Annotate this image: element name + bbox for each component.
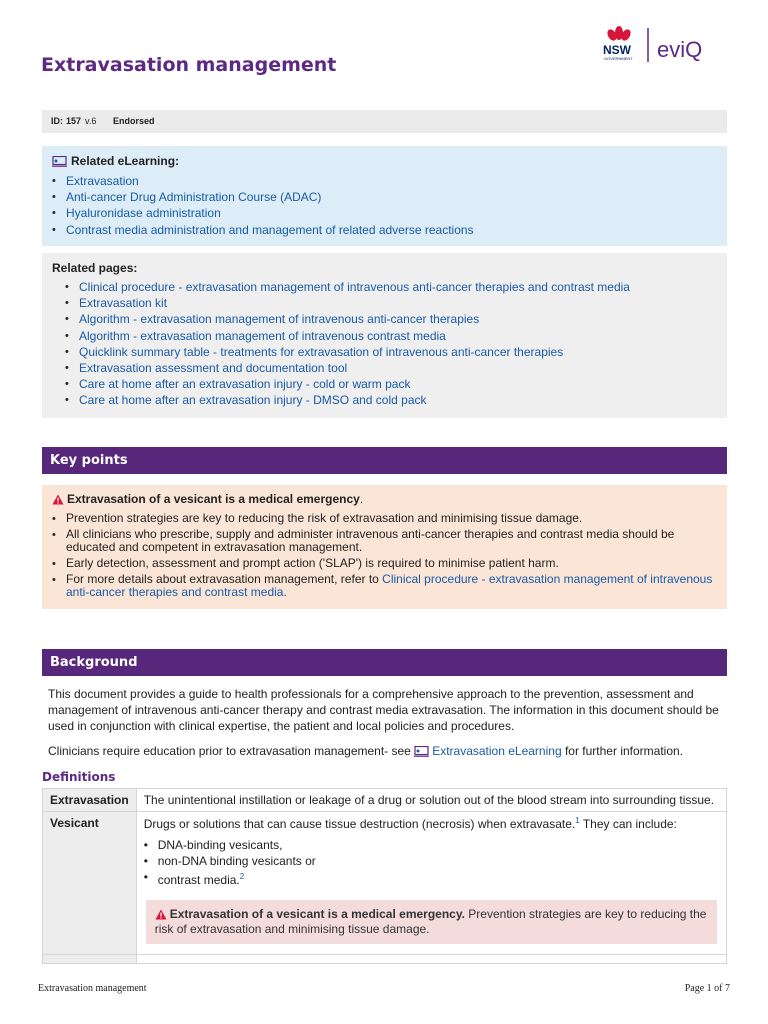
footer-document-title: Extravasation management (38, 983, 147, 994)
related-elearning-box (42, 146, 727, 246)
related-pages-box (42, 253, 727, 418)
key-points-header (42, 447, 727, 474)
definitions-heading: Definitions (42, 770, 116, 784)
nsw-logo-text: NSW (603, 43, 631, 57)
warning-triangle-icon (155, 909, 167, 920)
vesicant-warning-box: Extravasation of a vesicant is a medical emergency. Prevention strategies are key to reducing the risk of extravasation and minimising tissue damage. (146, 900, 717, 944)
reference-1[interactable]: 1 (575, 816, 580, 825)
key-points-list (52, 512, 720, 602)
elearning-list (52, 173, 474, 238)
elearning-screen-icon (52, 156, 67, 167)
document-id-label: ID: (51, 116, 63, 126)
document-status: Endorsed (113, 116, 155, 126)
table-row (43, 812, 727, 955)
related-page-link[interactable]: • Extravasation kit (65, 295, 630, 311)
table-row (43, 955, 727, 964)
key-points-title: Key points (50, 453, 128, 468)
definition-term: Extravasation (43, 789, 137, 812)
related-page-link[interactable]: • Quicklink summary table - treatments for extravasation of intravenous anti-cancer therapies (65, 344, 630, 360)
related-pages-heading: Related pages: (52, 261, 138, 275)
document-id: 157 (66, 116, 82, 126)
related-page-link[interactable]: • Algorithm - extravasation management of intravenous contrast media (65, 328, 630, 344)
extravasation-elearning-link[interactable]: Extravasation eLearning (432, 744, 562, 758)
eviq-logo-text: eviQ (657, 37, 703, 62)
related-page-link[interactable]: • Algorithm - extravasation management of intravenous anti-cancer therapies (65, 311, 630, 327)
footer-page-number: Page 1 of 7 (684, 983, 730, 994)
key-points-box (42, 485, 727, 609)
related-page-link[interactable]: • Clinical procedure - extravasation management of intravenous anti-cancer therapies and contrast media (65, 279, 630, 295)
reference-2[interactable]: 2 (239, 872, 245, 881)
related-elearning-heading: Related eLearning: (71, 154, 180, 168)
page-title: Extravasation management (41, 54, 337, 76)
nsw-eviq-logo (600, 24, 730, 66)
waratah-icon (606, 26, 633, 42)
related-page-link[interactable]: • Care at home after an extravasation injury - cold or warm pack (65, 376, 630, 392)
background-paragraph-education: Clinicians require education prior to extravasation management- see Extravasation eLearning for further information. (48, 744, 684, 758)
key-point-item: • For more details about extravasation management, refer to Clinical procedure - extravasation management of intravenous anti-cancer therapies and contrast media. (52, 573, 720, 599)
key-point-item: • Early detection, assessment and prompt action ('SLAP') is required to minimise patient harm. (52, 557, 720, 570)
nsw-logo-subtext: GOVERNMENT (604, 56, 633, 61)
key-point-item: • All clinicians who prescribe, supply and administer intravenous anti-cancer therapies and contrast media should be educated and competent in extravasation management. (52, 528, 720, 554)
alert-text-end: . (359, 492, 364, 506)
elearning-link[interactable]: • Contrast media administration and management of related adverse reactions (52, 222, 474, 238)
related-page-link[interactable]: • Care at home after an extravasation injury - DMSO and cold pack (65, 392, 630, 408)
background-header (42, 649, 727, 676)
header-logos (600, 24, 730, 66)
definition-text-vesicant: Drugs or solutions that can cause tissue destruction (necrosis) when extravasate.$^1$ They can include: • DNA-binding vesicants, • non-DNA binding vesicants or • contrast media.$^2$ Extravasation of a vesicant is a medical emergency. Prevention strategies are key to reducing the risk of extravasation and minimising tissue damage. (136, 812, 726, 955)
definition-text: The unintentional instillation or leakage of a drug or solution out of the blood stream into surrounding tissue. (136, 789, 726, 812)
clinical-procedure-link[interactable]: Clinical procedure - extravasation management of intravenous anti-cancer therapies and contrast media. (66, 572, 713, 599)
elearning-link[interactable]: • Extravasation (52, 173, 474, 189)
vesicant-list (144, 837, 719, 888)
background-title: Background (50, 655, 138, 670)
related-pages-list (65, 279, 630, 409)
document-meta-bar (42, 110, 727, 133)
warning-triangle-icon (52, 494, 64, 505)
list-item: • contrast media.$^2$ (144, 869, 719, 888)
alert-text: Extravasation of a vesicant is a medical emergency (67, 492, 360, 506)
table-row (43, 789, 727, 812)
list-item: • DNA-binding vesicants, (144, 837, 719, 853)
key-point-item: • Prevention strategies are key to reducing the risk of extravasation and minimising tissue damage. (52, 512, 720, 525)
related-page-link[interactable]: • Extravasation assessment and documentation tool (65, 360, 630, 376)
elearning-link[interactable]: • Hyaluronidase administration (52, 205, 474, 221)
definition-term: Vesicant (43, 812, 137, 955)
elearning-link[interactable]: • Anti-cancer Drug Administration Course (ADAC) (52, 189, 474, 205)
list-item: • non-DNA binding vesicants or (144, 853, 719, 869)
background-paragraph: This document provides a guide to health professionals for a comprehensive approach to the prevention, assessment and management of intravenous anti-cancer therapy and contrast media extravasation. The information in this document should be used in conjunction with clinical expertise, the patient and local policies and procedures. (48, 687, 719, 733)
definitions-table (42, 788, 727, 964)
elearning-screen-icon (414, 746, 429, 757)
key-points-alert (52, 492, 363, 506)
document-version: v.6 (85, 116, 97, 126)
